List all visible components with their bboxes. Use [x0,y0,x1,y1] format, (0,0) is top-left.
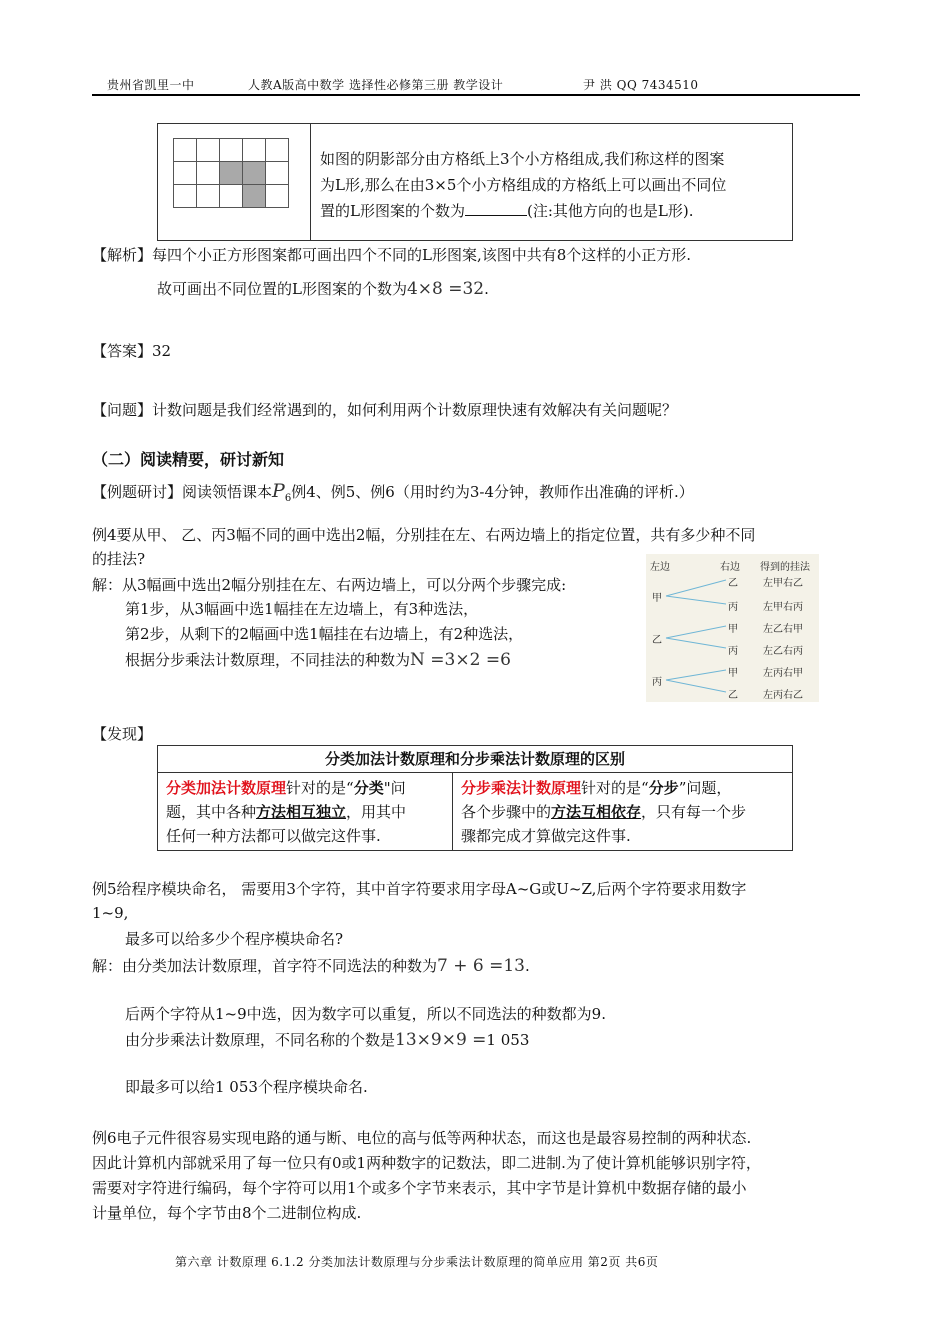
footer: 第六章 计数原理 6.1.2 分类加法计数原理与分步乘法计数原理的简单应用 第2页 共6页 [175,1255,659,1269]
ex4-step-3: 根据分步乘法计数原理，不同挂法的种数为N =3×2 =6 [125,650,511,670]
ex6-line-2: 因此计算机内部就采用了每一位只有0或1两种数字的记数法，即二进制.为了使计算机能够识别字符， [92,1154,761,1172]
tree-right: 丙 [728,602,738,613]
tree-diagram [646,554,819,702]
header-school: 贵州省凯里一中 [107,78,195,92]
analysis-formula: 4×8 =32 [406,279,485,299]
ex5-solution-1: 解：由分类加法计数原理，首字符不同选法的种数为7 + 6 =13. [92,956,530,976]
ex4-solution: 解：从3幅画中选出2幅分别挂在左、右两边墙上，可以分两个步骤完成: [92,576,567,594]
ex4-line-1: 例4要从甲、 乙、丙3幅不同的画中选出2幅，分别挂在左、右两边墙上的指定位置，共有多少种不同 [92,526,756,544]
tree-header-right: 右边 [720,562,740,573]
problem-box-divider [310,124,311,240]
discover-tag: 【发现】 [92,725,153,743]
analysis-line-2: 故可画出不同位置的L形图案的个数为4×8 =32. [157,279,489,299]
tree-right: 丙 [728,646,738,657]
ex5-solution-4: 即最多可以给1 053个程序模块命名. [125,1078,368,1096]
tree-header-left: 左边 [650,562,670,573]
analysis-line-1: 【解析】每四个小正方形图案都可画出四个不同的L形图案,该图中共有8个这样的小正方形. [92,246,692,264]
tree-result: 左丙右甲 [763,668,803,679]
problem-text-1: 如图的阴影部分由方格纸上3个小方格组成,我们称这样的图案 [320,150,725,168]
answer-blank [465,201,527,216]
ex5-solution-3: 由分步乘法计数原理，不同名称的个数是13×9×9 =1 053 [125,1030,530,1050]
section-title: （二）阅读精要，研讨新知 [92,450,285,469]
answer-line: 【答案】32 [92,342,172,360]
ex5-solution-2: 后两个字符从1~9中选，因为数字可以重复，所以不同选法的种数都为9. [125,1005,606,1023]
distinction-table [157,745,793,851]
ex4-step-1: 第1步，从3幅画中选1幅挂在左边墙上，有3种选法， [125,600,479,618]
distinction-left-cell: 分类加法计数原理针对的是“分类"问 题，其中各种方法相互独立，用其中 任何一种方法都可以做完这件事. [166,779,407,845]
tree-right: 甲 [728,624,738,635]
tree-result: 左甲右乙 [763,578,803,589]
ex5-line-1: 例5给程序模块命名， 需要用3个字符，其中首字符要求用字母A~G或U~Z,后两个字符要求用数字 [92,880,747,898]
tree-right: 乙 [728,578,738,589]
ex5-formula-2: 13×9×9 = [395,1030,487,1050]
tree-result: 左乙右丙 [763,646,803,657]
tree-left: 丙 [652,677,662,688]
ex5-line-3: 最多可以给多少个程序模块命名? [125,930,344,948]
header-author: 尹 洪 QQ 7434510 [583,78,699,92]
distinction-right-cell: 分步乘法计数原理针对的是“分步”问题， 各个步骤中的方法互相依存，只有每一个步 骤都完成才算做完这件事. [461,779,747,845]
problem-box [157,123,793,241]
ex4-line-2: 的挂法? [92,550,146,568]
header-rule [92,94,860,96]
distinction-table-title: 分类加法计数原理和分步乘法计数原理的区别 [158,746,792,773]
ex6-line-3: 需要对字符进行编码，每个字符可以用1个或多个字节来表示，其中字节是计算机中数据存储的最小 [92,1179,747,1197]
tree-result: 左乙右甲 [763,624,803,635]
header-book: 人教A版高中数学 选择性必修第三册 教学设计 [248,78,504,92]
tree-right: 甲 [728,668,738,679]
ex4-formula: N =3×2 =6 [410,650,511,670]
tree-result: 左丙右乙 [763,690,803,701]
tree-header-result: 得到的挂法 [760,562,810,573]
ex6-line-4: 计量单位，每个字节由8个二进制位构成. [92,1204,362,1222]
tree-left: 甲 [652,593,662,604]
tree-right: 乙 [728,690,738,701]
problem-text-3: 置的L形图案的个数为 (注:其他方向的也是L形). [320,202,694,220]
ex5-formula-1: 7 + 6 =13 [437,956,525,976]
question-line: 【问题】计数问题是我们经常遇到的，如何利用两个计数原理快速有效解决有关问题呢？ [92,401,678,419]
study-line: 【例题研讨】阅读领悟课本$P_6$例4、例5、例6（用时约为3-4分钟，教师作出准确的评析.） [92,480,694,504]
tree-left: 乙 [652,635,662,646]
tree-result: 左甲右丙 [763,602,803,613]
l-shape-grid [173,138,289,208]
ex5-line-2: 1~9, [92,904,129,922]
distinction-divider [452,772,453,850]
ex4-step-2: 第2步，从剩下的2幅画中选1幅挂在右边墙上，有2种选法， [125,625,524,643]
problem-text-2: 为L形,那么在由3×5个小方格组成的方格纸上可以画出不同位 [320,176,727,194]
ex6-line-1: 例6电子元件很容易实现电路的通与断、电位的高与低等两种状态，而这也是最容易控制的两种状态. [92,1129,752,1147]
